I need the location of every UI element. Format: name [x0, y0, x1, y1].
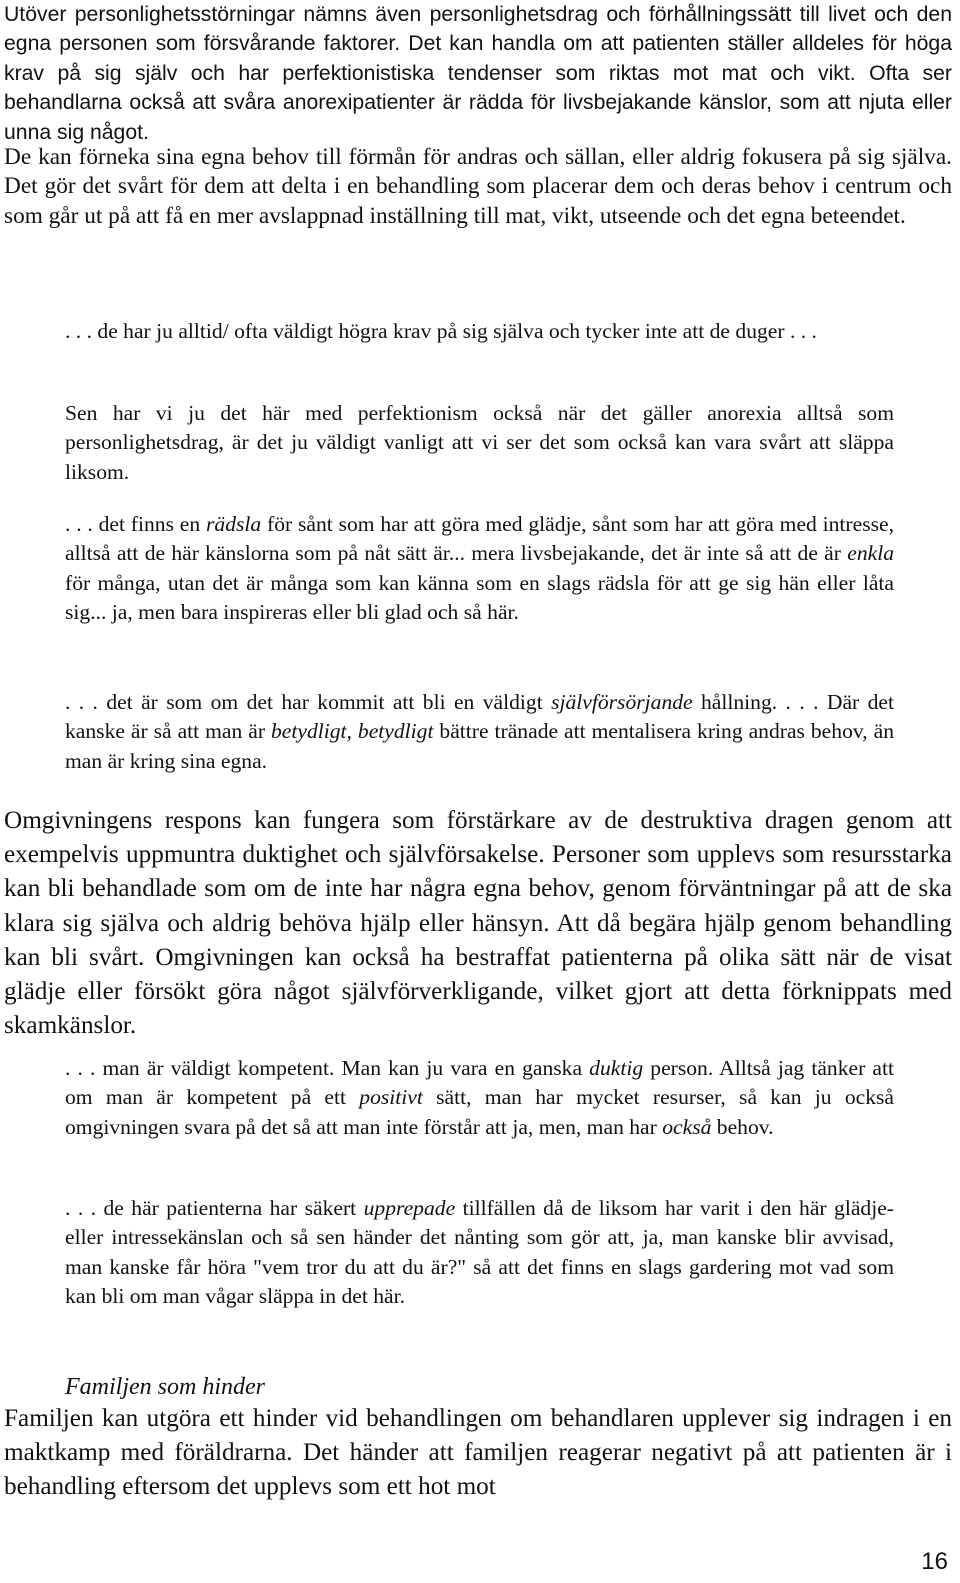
quote-text: sätt, man har mycket resurser, så kan ju också omgivningen svara på det så att man inte förstår att ja, men, man har [65, 1085, 894, 1139]
emphasis: betydligt, betydligt [271, 719, 434, 744]
block-quote [65, 510, 894, 628]
quote-text: . . . det är som om det har kommit att bli en väldigt [65, 690, 552, 714]
quote-text: . . . man är väldigt kompetent. Man kan ju vara en ganska [65, 1056, 590, 1080]
quote-text: bättre tränade att mentalisera kring andras behov, än man är kring sina egna. [65, 719, 894, 773]
quote-text: . . . det finns en [65, 512, 206, 536]
body-paragraph: Familjen kan utgöra ett hinder vid behandlingen om behandlaren upplever sig indragen i en maktkamp med föräldrarna. Det händer att familjen reagerar negativt på att patienten är i behandling eftersom det upplevs som ett hot mot [4, 1405, 952, 1501]
emphasis: rädsla [206, 512, 262, 536]
block-quote [65, 1054, 894, 1142]
block-quote: Sen har vi ju det här med perfektionism också när det gäller anorexia alltså som personlighetsdrag, är det ju väldigt vanligt att vi ser det som också kan vara svårt att släppa liksom. [65, 401, 894, 484]
body-paragraph: Utöver personlighetsstörningar nämns även personlighetsdrag och förhållningssätt till livet och den egna personen som försvårande faktorer. Det kan handla om att patienten ställer alldeles för höga krav på sig själv och har perfektionistiska tendenser som riktas mot mat och vikt. Ofta ser behandlarna också att svåra anorexipatienter är rädda för livsbejakande känslor, som att njuta eller unna sig något. [4, 3, 952, 144]
section-heading: Familjen som hinder [65, 1374, 265, 1400]
page-number: 16 [921, 1548, 948, 1575]
quote-text: för många, utan det är många som kan känna som en slags rädsla för att ge sig hän eller låta sig... ja, men bara inspireras eller bli glad och så här. [65, 570, 894, 625]
quote-text: för sånt som har att göra med glädje, sånt som har att göra med intresse, alltså att de här känslorna som på nåt sätt är... mera livsbejakande, det är inte så att de är [65, 512, 894, 566]
emphasis: också [662, 1114, 712, 1139]
block-quote [65, 688, 894, 776]
quote-text: hållning. . . . Där det kanske är så att man är [65, 690, 894, 744]
quote-text: . . . de här patienterna har säkert [65, 1196, 364, 1220]
emphasis: duktig [589, 1056, 644, 1080]
quote-text: tillfällen då de liksom har varit i den här glädje- eller intressekänslan och så sen händer det nånting som gör att, ja, man kanske blir avvisad, man kanske får höra "vem tror du att du är?" så att det finns en slags gardering mot vad som kan bli om man vågar släppa in det här. [65, 1196, 894, 1309]
emphasis: upprepade [363, 1196, 456, 1220]
emphasis: positivt [359, 1085, 423, 1110]
quote-text: person. Alltså jag tänker att om man är kompetent på ett [65, 1056, 894, 1110]
emphasis: självförsörjande [551, 690, 693, 714]
block-quote [65, 1194, 894, 1312]
quote-text: behov. [711, 1114, 774, 1139]
emphasis: enkla [847, 541, 894, 566]
body-paragraph: Omgivningens respons kan fungera som förstärkare av de destruktiva dragen genom att exempelvis uppmuntra duktighet och självförsakelse. Personer som upplevs som resursstarka kan bli behandlade som om de inte har några egna behov, genom förväntningar på att de ska klara sig själva och aldrig behöva hjälp eller hänsyn. Att då begära hjälp genom behandling kan bli svårt. Omgivningen kan också ha bestraffat patienterna på olika sätt när de visat glädje eller försökt göra något självförverkligande, vilket gjort att detta förknippats med skamkänslor. [4, 807, 952, 1040]
block-quote: . . . de har ju alltid/ ofta väldigt högra krav på sig själva och tycker inte att de duger . . . [65, 319, 817, 343]
body-paragraph: De kan förneka sina egna behov till förmån för andras och sällan, eller aldrig fokusera på sig själva. Det gör det svårt för dem att delta i en behandling som placerar dem och deras behov i centrum och som går ut på att få en mer avslappnad inställning till mat, vikt, utseende och det egna beteendet. [4, 144, 952, 229]
